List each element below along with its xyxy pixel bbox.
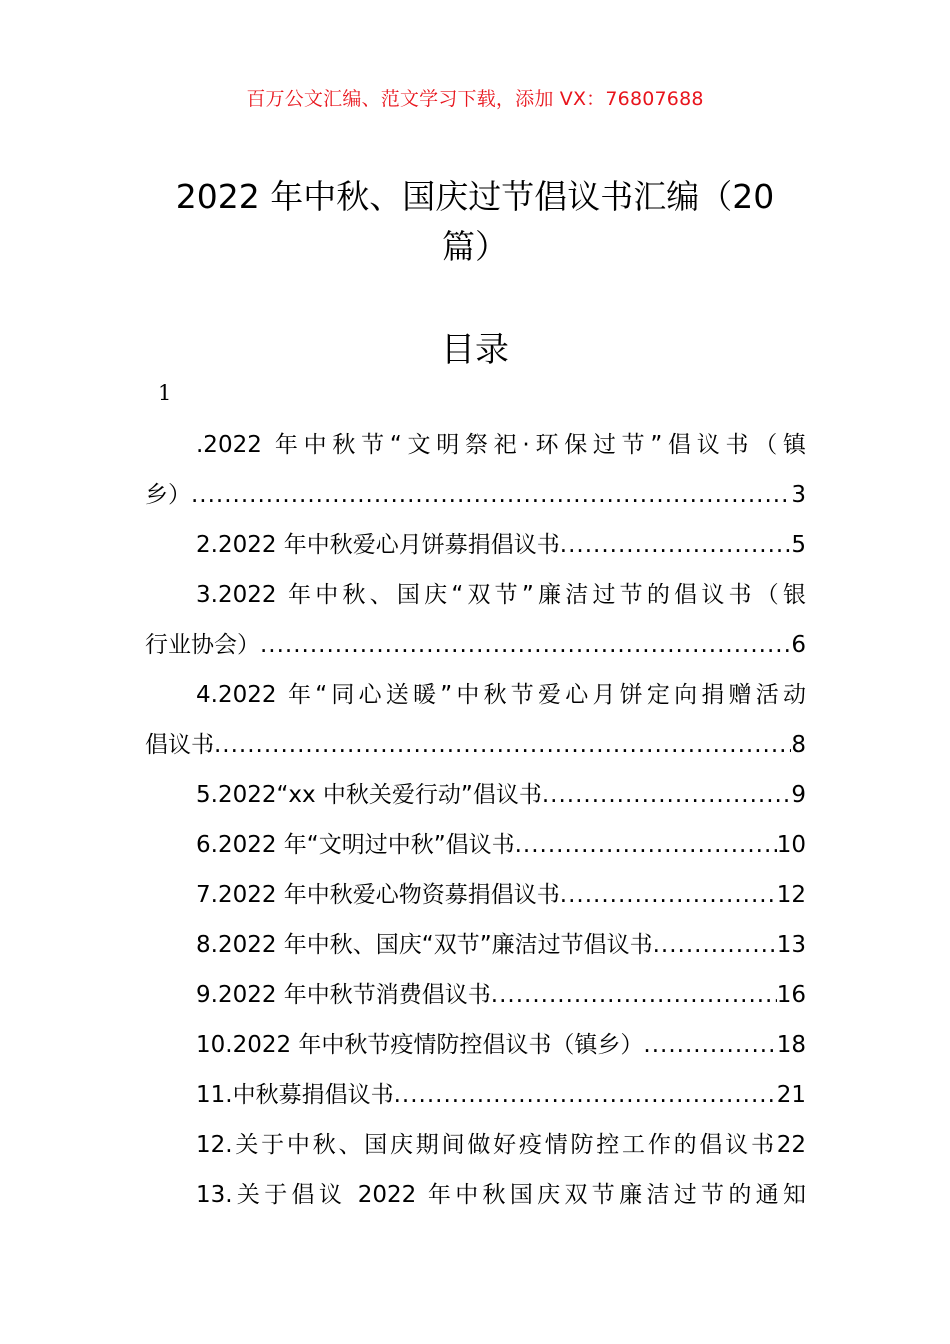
- toc-entry-12[interactable]: [145, 1120, 806, 1170]
- toc-entry-title: 9.2022 年中秋节消费倡议书: [196, 982, 491, 1008]
- toc-entry-page: 12: [776, 882, 806, 908]
- toc-entry-page: 8: [791, 732, 806, 758]
- toc-entry-title: 10.2022 年中秋节疫情防控倡议书（镇乡）: [196, 1032, 644, 1058]
- dot-leader: [214, 720, 791, 770]
- toc-entry-title: 13.关于倡议 2022 年中秋国庆双节廉洁过节的通知: [196, 1182, 806, 1208]
- toc-entry-title: 11.中秋募捐倡议书: [196, 1082, 394, 1108]
- dot-leader: [560, 520, 792, 570]
- toc-entry-title: 12.关于中秋、国庆期间做好疫情防控工作的倡议书22: [196, 1132, 806, 1158]
- toc-entry-4[interactable]: [145, 670, 806, 770]
- toc-entry-9[interactable]: [145, 970, 806, 1020]
- toc-entry-title: .2022 年中秋节“文明祭祀·环保过节”倡议书（镇: [196, 432, 806, 458]
- dot-leader: [653, 920, 777, 970]
- header-banner: 百万公文汇编、范文学习下载，添加 VX：76807688: [246, 88, 704, 110]
- toc-entry-2[interactable]: [145, 520, 806, 570]
- toc-entry-10[interactable]: [145, 1020, 806, 1070]
- toc-entry-5[interactable]: [145, 770, 806, 820]
- dot-leader: [515, 820, 777, 870]
- toc-entry-title: 7.2022 年中秋爱心物资募捐倡议书: [196, 882, 560, 908]
- toc-entry-11[interactable]: [145, 1070, 806, 1120]
- toc-entry-title: 6.2022 年“文明过中秋”倡议书: [196, 832, 515, 858]
- toc-entry-title: 5.2022“xx 中秋关爱行动”倡议书: [196, 782, 542, 808]
- dot-leader: [542, 770, 792, 820]
- dot-leader: [560, 870, 777, 920]
- toc-entry-title-cont: 行业协会）: [145, 632, 260, 658]
- toc-entry-title-cont: 倡议书: [145, 732, 214, 758]
- toc-entry-title: 8.2022 年中秋、国庆“双节”廉洁过节倡议书: [196, 932, 653, 958]
- toc-entry-page: 6: [791, 632, 806, 658]
- toc-entry-title-cont: 乡）: [145, 482, 191, 508]
- table-of-contents: [145, 420, 806, 1220]
- toc-entry-page: 10: [776, 832, 806, 858]
- toc-entry-7[interactable]: [145, 870, 806, 920]
- toc-entry-13[interactable]: [145, 1170, 806, 1220]
- page-number-marker: 1: [158, 381, 172, 405]
- dot-leader: [260, 620, 791, 670]
- dot-leader: [491, 970, 777, 1020]
- toc-entry-3[interactable]: [145, 570, 806, 670]
- toc-heading: 目录: [441, 330, 509, 370]
- toc-entry-page: 18: [776, 1032, 806, 1058]
- toc-entry-page: 16: [776, 982, 806, 1008]
- toc-entry-title: 4.2022 年“同心送暖”中秋节爱心月饼定向捐赠活动: [196, 682, 806, 708]
- toc-entry-page: 9: [791, 782, 806, 808]
- toc-entry-page: 5: [791, 532, 806, 558]
- dot-leader: [394, 1070, 777, 1120]
- toc-entry-8[interactable]: [145, 920, 806, 970]
- dot-leader: [191, 470, 791, 520]
- toc-entry-page: 13: [776, 932, 806, 958]
- document-title: 2022 年中秋、国庆过节倡议书汇编（20 篇）: [175, 177, 775, 266]
- toc-entry-title: 3.2022 年中秋、国庆“双节”廉洁过节的倡议书（银: [196, 582, 806, 608]
- dot-leader: [643, 1020, 776, 1070]
- toc-entry-1[interactable]: [145, 420, 806, 520]
- toc-entry-6[interactable]: [145, 820, 806, 870]
- toc-entry-page: 21: [776, 1082, 806, 1108]
- toc-entry-title: 2.2022 年中秋爱心月饼募捐倡议书: [196, 532, 560, 558]
- toc-entry-page: 3: [791, 482, 806, 508]
